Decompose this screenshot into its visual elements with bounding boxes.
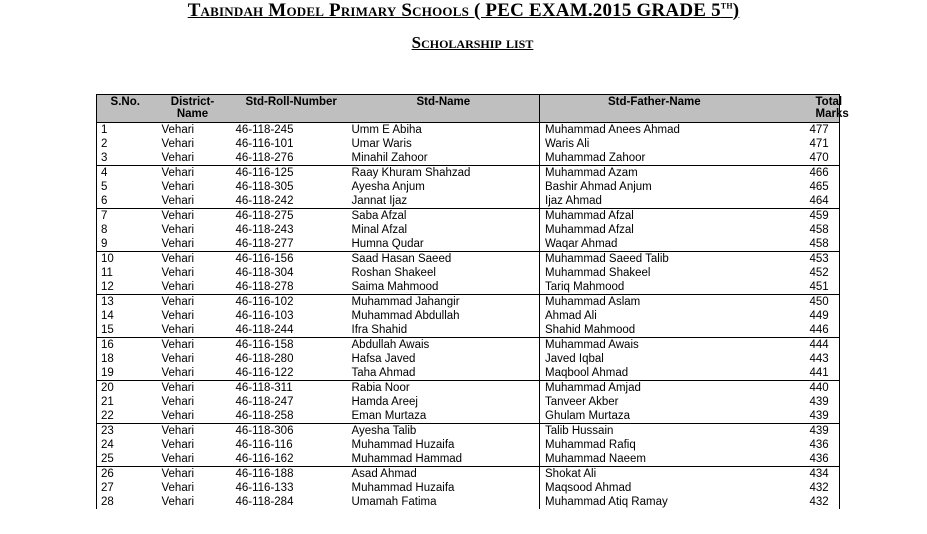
cell-std-name: Roshan Shakeel [347,266,540,280]
cell-father-name: Muhammad Afzal [545,224,634,236]
cell-roll-number: 46-118-311 [235,382,293,394]
cell-roll-number: 46-118-278 [232,280,347,295]
cell-district: Vehari [154,409,232,424]
header-total-marks: Total Marks [770,95,840,123]
cell-std-name: Saad Hasan Saeed [347,252,540,267]
cell-roll-number: 46-118-280 [235,353,294,365]
cell-std-name: Jannat Ijaz [347,194,540,209]
cell-father-name: Maqsood Ahmad [545,482,632,494]
cell-father-name: Muhammad Atiq Ramay [545,496,668,508]
cell-roll-number: 46-116-103 [235,310,294,322]
cell-sno: 3 [97,151,154,166]
cell-sno: 1 [97,123,154,138]
cell-total-marks: 459 [770,209,840,224]
cell-district: Vehari [161,439,195,451]
cell-district: Vehari [161,124,195,136]
table-row [97,309,840,323]
cell-sno: 21 [97,395,154,409]
cell-roll-number: 46-118-275 [235,210,294,222]
cell-std-name: Saba Afzal [347,209,540,224]
cell-roll-number: 46-116-188 [235,468,294,480]
cell-total-marks: 439 [770,424,840,439]
cell-father-name: Tariq Mahmood [540,280,770,295]
cell-district: Vehari [154,194,232,209]
cell-roll-number: 46-118-247 [235,396,294,408]
cell-std-name: Humna Qudar [347,237,540,252]
cell-total-marks: 471 [770,137,840,151]
cell-roll-number: 46-118-277 [232,237,347,252]
title-suffix: ) [732,0,740,21]
cell-sno: 25 [97,452,154,467]
cell-total-marks: 452 [770,266,840,280]
cell-sno: 19 [97,366,154,381]
cell-total-marks: 439 [770,409,840,424]
cell-district: Vehari [161,167,195,179]
cell-total-marks: 444 [770,338,840,353]
cell-father-name: Waris Ali [545,138,590,150]
cell-sno: 2 [97,137,154,151]
cell-father-name: Muhammad Amjad [545,382,641,394]
cell-roll-number: 46-116-158 [235,339,294,351]
scholarship-table [96,94,849,509]
header-sno: S.No. [97,95,154,123]
cell-roll-number: 46-118-284 [235,496,294,508]
cell-total-marks: 477 [770,123,840,138]
cell-total-marks: 434 [770,467,840,482]
cell-std-name: Muhammad Hammad [347,452,540,467]
cell-roll-number: 46-118-306 [235,425,294,437]
cell-std-name: Ayesha Anjum [347,180,540,194]
cell-roll-number: 46-116-156 [235,253,294,265]
cell-total-marks: 453 [770,252,840,267]
cell-sno: 8 [97,223,154,237]
cell-sno: 14 [97,309,154,323]
table-row [97,424,840,439]
cell-total-marks: 432 [770,481,840,495]
cell-roll-number: 46-116-122 [232,366,347,381]
table-row [97,481,840,495]
cell-district: Vehari [161,339,195,351]
cell-father-name: Muhammad Naeem [540,452,770,467]
cell-district: Vehari [161,310,195,322]
cell-total-marks: 458 [770,237,840,252]
cell-sno: 23 [97,424,154,439]
cell-std-name: Muhammad Huzaifa [347,481,540,495]
cell-sno: 6 [97,194,154,209]
cell-std-name: Eman Murtaza [347,409,540,424]
header-roll-number: Std-Roll-Number [232,95,347,123]
cell-sno: 28 [97,495,154,509]
cell-father-name: Ahmad Ali [545,310,597,322]
cell-district: Vehari [161,468,195,480]
cell-total-marks: 466 [770,166,840,181]
cell-std-name: Umamah Fatima [347,495,540,509]
cell-father-name: Muhammad Anees Ahmad [545,124,680,136]
table-row [97,123,840,138]
cell-district: Vehari [161,181,195,193]
cell-std-name: Muhammad Jahangir [347,295,540,310]
table-row [97,237,840,252]
cell-district: Vehari [154,237,232,252]
cell-roll-number: 46-116-101 [235,138,294,150]
cell-district: Vehari [161,482,195,494]
cell-sno: 7 [97,209,154,224]
table-row [97,180,840,194]
table-row [97,280,840,295]
cell-father-name: Bashir Ahmad Anjum [545,181,652,193]
cell-father-name: Tanveer Akber [545,396,619,408]
table-body [97,123,840,510]
cell-std-name: Hamda Areej [347,395,540,409]
cell-father-name: Talib Hussain [545,425,614,437]
cell-std-name: Minal Afzal [347,223,540,237]
cell-roll-number: 46-118-258 [232,409,347,424]
cell-district: Vehari [161,224,195,236]
cell-sno: 26 [97,467,154,482]
cell-roll-number: 46-118-244 [232,323,347,338]
cell-district: Vehari [154,323,232,338]
cell-district: Vehari [161,267,195,279]
cell-roll-number: 46-116-102 [235,296,294,308]
cell-total-marks: 436 [770,452,840,467]
cell-total-marks: 432 [770,495,840,509]
cell-sno: 13 [97,295,154,310]
table-row [97,338,840,353]
header-father-name: Std-Father-Name [540,95,770,123]
cell-sno: 20 [97,381,154,396]
cell-father-name: Waqar Ahmad [540,237,770,252]
cell-roll-number: 46-118-305 [235,181,294,193]
cell-district: Vehari [161,396,195,408]
cell-father-name: Muhammad Azam [545,167,638,179]
document-title [0,0,927,22]
document-subtitle: Scholarship list [411,33,534,52]
table-row [97,295,840,310]
cell-std-name: Raay Khuram Shahzad [347,166,540,181]
cell-total-marks: 440 [770,381,840,396]
cell-total-marks: 439 [770,395,840,409]
table-row [97,323,840,338]
cell-roll-number: 46-116-162 [232,452,347,467]
title-superscript: th [720,0,733,12]
table-row [97,151,840,166]
table-row [97,352,840,366]
table-row [97,438,840,452]
cell-sno: 5 [97,180,154,194]
header-std-name: Std-Name [347,95,540,123]
cell-district: Vehari [161,210,195,222]
cell-sno: 15 [97,323,154,338]
cell-std-name: Abdullah Awais [347,338,540,353]
cell-sno: 22 [97,409,154,424]
cell-std-name: Hafsa Javed [347,352,540,366]
cell-roll-number: 46-116-116 [235,439,293,451]
cell-std-name: Saima Mahmood [347,280,540,295]
cell-district: Vehari [154,366,232,381]
cell-father-name: Ghulam Murtaza [540,409,770,424]
cell-total-marks: 464 [770,194,840,209]
cell-district: Vehari [154,280,232,295]
cell-district: Vehari [154,151,232,166]
cell-district: Vehari [154,452,232,467]
cell-roll-number: 46-118-276 [232,151,347,166]
table-row [97,366,840,381]
cell-sno: 4 [97,166,154,181]
cell-roll-number: 46-118-245 [235,124,294,136]
cell-std-name: Taha Ahmad [347,366,540,381]
cell-father-name: Shahid Mahmood [540,323,770,338]
cell-father-name: Muhammad Zahoor [540,151,770,166]
cell-sno: 16 [97,338,154,353]
cell-std-name: Muhammad Huzaifa [347,438,540,452]
cell-father-name: Muhammad Rafiq [545,439,636,451]
cell-father-name: Muhammad Shakeel [545,267,651,279]
cell-father-name: Muhammad Awais [545,339,639,351]
cell-sno: 12 [97,280,154,295]
table-header-row [97,95,840,123]
cell-father-name: Muhammad Afzal [545,210,634,222]
cell-std-name: Ifra Shahid [347,323,540,338]
cell-father-name: Ijaz Ahmad [540,194,770,209]
cell-sno: 18 [97,352,154,366]
table-row [97,452,840,467]
table-row [97,137,840,151]
cell-roll-number: 46-118-242 [232,194,347,209]
cell-district: Vehari [161,138,195,150]
cell-total-marks: 465 [770,180,840,194]
cell-district: Vehari [161,425,195,437]
cell-district: Vehari [161,382,195,394]
cell-roll-number: 46-116-133 [235,482,294,494]
cell-std-name: Minahil Zahoor [347,151,540,166]
cell-father-name: Muhammad Aslam [545,296,641,308]
cell-sno: 10 [97,252,154,267]
cell-total-marks: 470 [770,151,840,166]
cell-std-name: Muhammad Abdullah [347,309,540,323]
cell-sno: 9 [97,237,154,252]
cell-roll-number: 46-118-243 [235,224,294,236]
table-row [97,495,840,509]
cell-father-name: Javed Iqbal [545,353,604,365]
table-row [97,266,840,280]
cell-roll-number: 46-118-304 [235,267,294,279]
table-row [97,209,840,224]
cell-district: Vehari [161,253,195,265]
cell-total-marks: 458 [770,223,840,237]
cell-district: Vehari [161,296,195,308]
cell-sno: 11 [97,266,154,280]
table-row [97,223,840,237]
cell-std-name: Umar Waris [347,137,540,151]
table-row [97,409,840,424]
cell-std-name: Umm E Abiha [347,123,540,138]
cell-total-marks: 450 [770,295,840,310]
cell-father-name: Maqbool Ahmad [540,366,770,381]
cell-std-name: Rabia Noor [347,381,540,396]
cell-std-name: Ayesha Talib [347,424,540,439]
cell-total-marks: 449 [770,309,840,323]
cell-roll-number: 46-116-125 [235,167,294,179]
cell-total-marks: 451 [770,280,840,295]
title-text: Tabindah Model Primary Schools ( PEC EXAM.2015 GRADE 5 [187,0,721,21]
table-row [97,166,840,181]
cell-father-name: Muhammad Saeed Talib [545,253,669,265]
cell-district: Vehari [161,353,195,365]
cell-std-name: Asad Ahmad [347,467,540,482]
cell-total-marks: 441 [770,366,840,381]
cell-total-marks: 446 [770,323,840,338]
cell-district: Vehari [161,496,195,508]
cell-total-marks: 436 [770,438,840,452]
table-row [97,395,840,409]
cell-sno: 24 [97,438,154,452]
table-row [97,194,840,209]
header-district: District- Name [154,95,232,123]
cell-total-marks: 443 [770,352,840,366]
table-row [97,381,840,396]
table-row [97,467,840,482]
cell-sno: 27 [97,481,154,495]
cell-father-name: Shokat Ali [545,468,597,480]
table-row [97,252,840,267]
